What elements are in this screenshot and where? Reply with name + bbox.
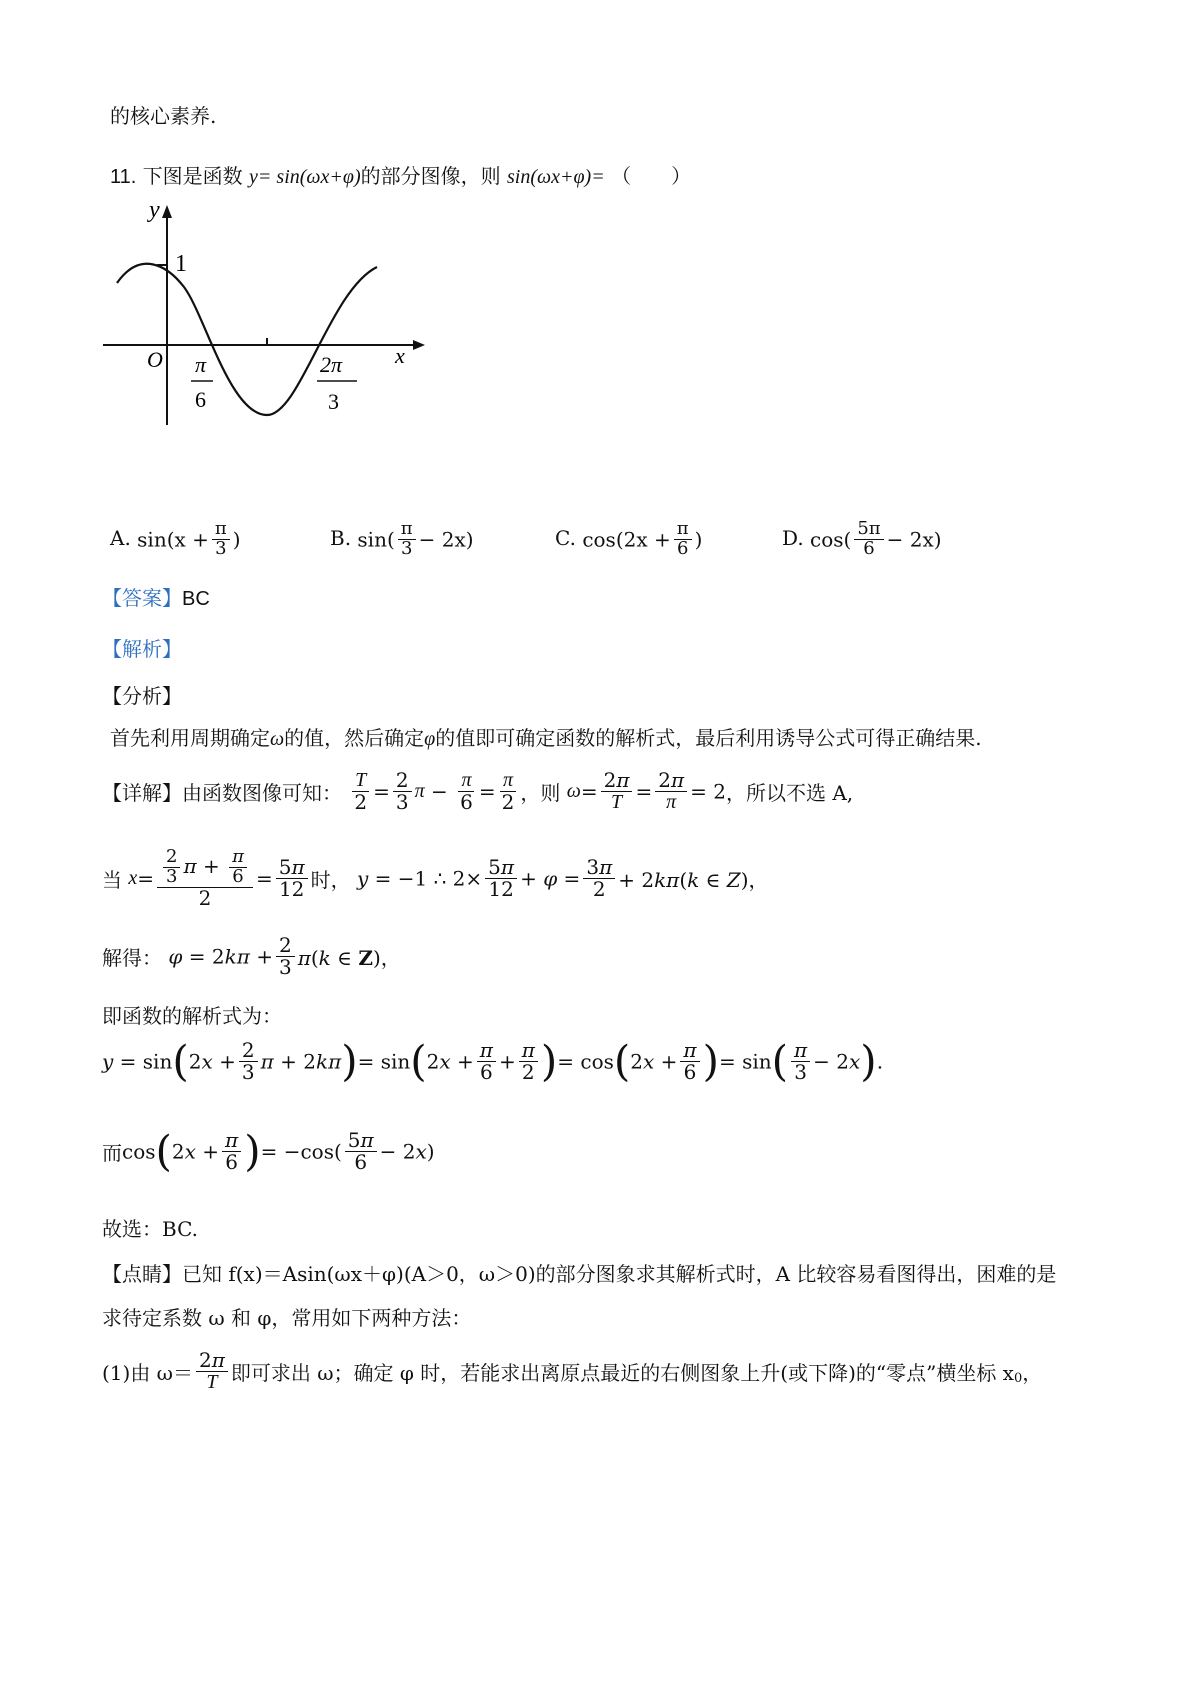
option-a[interactable] <box>110 520 241 559</box>
origin-label: O <box>147 347 163 372</box>
fenxi-omega: ω <box>270 728 285 750</box>
dianjing-tag: 【点睛】 <box>102 1262 182 1286</box>
dianjing-line-3: (1)由 ω＝ $\frac{2\pi}{T}$ 即可求出 ω；确定 φ 时，若能求出离原点最近的右侧图象上升(或下降)的“零点”横坐标 $x_0$， <box>102 1348 1043 1393</box>
answer-tag: 【答案】 <box>102 586 182 610</box>
detail-line-1: 【详解】由函数图像可知： $\frac{T}{2}$ = $\frac{2}{3}$ π − $\frac{\pi}{6}$ = $\frac{\pi}{2}$ ，则 ω= $\frac{2\pi}{T}$ = $\frac{2\pi}{\pi}$ = 2，所以不选 A, <box>102 768 854 814</box>
detail-tag: 【详解】 <box>102 781 182 805</box>
function-graph <box>95 195 435 435</box>
answer-line <box>102 582 210 611</box>
detail-lead: 由函数图像可知： <box>182 781 342 805</box>
dianjing-text-3a: (1)由 ω＝ <box>102 1361 193 1385</box>
option-a-letter: A. <box>110 525 131 550</box>
intro-text: 的核心素养. <box>110 104 217 128</box>
detail-line-4: 即函数的解析式为： <box>102 1004 282 1028</box>
detail-line-5: y = sin(2x + $\frac{2}{3}$ π + 2kπ)= sin(2x + $\frac{\pi}{6}$ + $\frac{\pi}{2}$ )= cos(2x + $\frac{\pi}{6}$ )= sin( $\frac{\pi}{3}$ − 2x). <box>102 1036 884 1086</box>
x-axis-arrow <box>413 340 425 350</box>
detail-when-time: 时， <box>310 867 351 892</box>
stem-function: y= sin(ωx+φ) <box>249 166 361 188</box>
option-c-pre: cos(2x + <box>582 527 671 552</box>
option-d-num: 5π <box>854 520 883 540</box>
option-a-pre: sin(x + <box>137 527 209 552</box>
dianjing-line-2: 求待定系数 ω 和 φ，常用如下两种方法： <box>102 1306 472 1330</box>
fenxi-text-c: 的值即可确定函数的解析式，最后利用诱导公式可得正确结果. <box>435 726 982 750</box>
option-b-num: π <box>398 520 416 540</box>
option-b-post: − 2x) <box>418 527 474 552</box>
tick1-num: π <box>195 352 207 377</box>
detail-line-3: 解得： φ = 2kπ + $\frac{2}{3}$ π(k ∈ Z)， <box>102 933 401 979</box>
stem-prefix: 下图是函数 <box>142 164 243 188</box>
fenxi-phi: φ <box>424 728 436 750</box>
fenxi-text <box>110 722 982 751</box>
option-c-den: 6 <box>676 537 689 559</box>
one-label: 1 <box>175 251 187 277</box>
detail-er-lead: 而 <box>102 1141 122 1165</box>
detail-solve-lead: 解得： <box>102 946 162 970</box>
stem-mid: 的部分图像，则 <box>360 164 501 188</box>
choose-line: 故选：BC. <box>102 1217 199 1241</box>
detail-line-2: 当 x= $\frac{2}{3}$ π + $\frac{\pi}{6}$ 2 = $\frac{5\pi}{12}$ 时， y = −1 ∴ 2× $\frac{5\pi}{12}$ + φ = $\frac{3\pi}{2}$ + 2kπ(k ∈ Z)， <box>102 846 769 910</box>
answer-value: BC <box>182 588 210 610</box>
dianjing-text-1: 已知 f(x)＝Asin(ωx＋φ)(A＞0，ω＞0)的部分图象求其解析式时，A 比较容易看图得出，困难的是 <box>182 1262 1057 1286</box>
detail-line-6: 而cos(2x + $\frac{\pi}{6}$ )= −cos( $\frac{5\pi}{6}$ − 2x) <box>102 1126 435 1176</box>
tick2-den: 3 <box>328 389 339 414</box>
option-d-post: − 2x) <box>886 527 942 552</box>
option-c[interactable] <box>555 520 702 559</box>
option-d-letter: D. <box>782 525 804 550</box>
dianjing-text-3b: 即可求出 ω；确定 φ 时，若能求出离原点最近的右侧图象上升(或下降)的“零点”横坐标 x <box>230 1361 1014 1385</box>
stem-paren: （ ） <box>611 164 692 188</box>
option-c-letter: C. <box>555 525 576 550</box>
y-label: y <box>149 197 160 223</box>
dianjing-line-1 <box>102 1258 1056 1287</box>
tick2-num: 2π <box>320 352 343 377</box>
detail-tail: ，所以不选 A, <box>725 781 854 805</box>
fenxi-text-b: 的值，然后确定 <box>284 726 425 750</box>
option-d-den: 6 <box>863 537 875 559</box>
dianjing-sub: 0 <box>1013 1371 1023 1386</box>
x-label: x <box>395 343 405 368</box>
fenxi-text-a: 首先利用周期确定 <box>110 726 270 750</box>
y-axis-arrow <box>162 205 172 218</box>
analysis-tag: 【解析】 <box>102 637 182 661</box>
option-c-post: ) <box>694 527 703 552</box>
option-a-num: π <box>212 520 230 540</box>
question-stem <box>110 160 691 189</box>
tick1-den: 6 <box>195 387 206 412</box>
option-b-letter: B. <box>330 525 352 550</box>
fenxi-tag: 【分析】 <box>102 684 182 708</box>
option-b-pre: sin( <box>357 527 395 552</box>
dianjing-text-3c: ， <box>1022 1361 1043 1385</box>
detail-when: 当 <box>102 867 122 892</box>
option-d-pre: cos( <box>810 527 852 552</box>
question-number: 11. <box>110 166 137 188</box>
stem-expression: sin(ωx+φ)= <box>507 166 605 188</box>
option-a-post: ) <box>232 527 241 552</box>
option-a-den: 3 <box>215 537 227 559</box>
option-d[interactable] <box>782 520 942 559</box>
option-b-den: 3 <box>400 537 413 559</box>
option-c-num: π <box>674 520 692 540</box>
detail-then: ，则 <box>520 781 561 805</box>
option-b[interactable] <box>330 520 474 559</box>
